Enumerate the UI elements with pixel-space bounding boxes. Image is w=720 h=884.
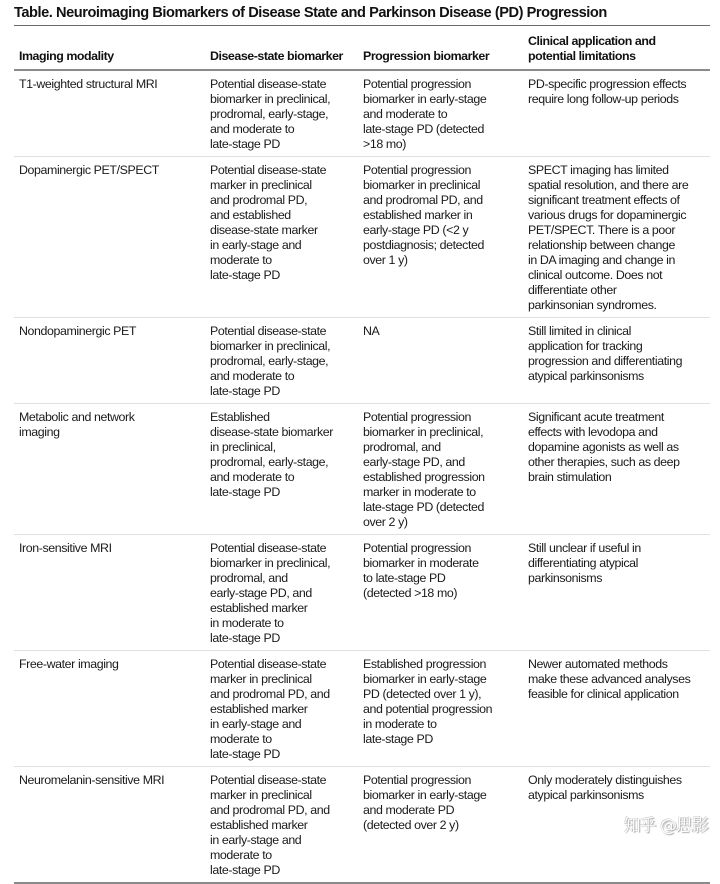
cell-clinical: Significant acute treatment effects with levodopa and dopamine agonists as well as other therapies, such as deep brain stimulation [523, 404, 710, 535]
table-body [14, 70, 710, 883]
cell-modality: Iron-sensitive MRI [14, 535, 205, 651]
cell-modality: Nondopaminergic PET [14, 318, 205, 404]
cell-modality: Free-water imaging [14, 651, 205, 767]
cell-progression: Established progression biomarker in early-stage PD (detected over 1 y), and potential progression in moderate to late-stage PD [358, 651, 523, 767]
cell-clinical: Still unclear if useful in differentiating atypical parkinsonisms [523, 535, 710, 651]
cell-disease-state: Potential disease-state biomarker in preclinical, prodromal, early-stage, and moderate to late-stage PD [205, 318, 358, 404]
table-row [14, 404, 710, 535]
header-progression-biomarker: Progression biomarker [358, 26, 523, 70]
cell-progression: Potential progression biomarker in early-stage and moderate PD (detected over 2 y) [358, 767, 523, 884]
cell-disease-state: Potential disease-state biomarker in preclinical, prodromal, early-stage, and moderate to late-stage PD [205, 70, 358, 157]
cell-clinical: SPECT imaging has limited spatial resolution, and there are significant treatment effects of various drugs for dopaminergic PET/SPECT. There is a poor relationship between change in DA imaging and change in clinical outcome. Does not differentiate other parkinsonian syndromes. [523, 157, 710, 318]
cell-clinical: Newer automated methods make these advanced analyses feasible for clinical application [523, 651, 710, 767]
cell-modality: T1-weighted structural MRI [14, 70, 205, 157]
cell-disease-state: Established disease-state biomarker in preclinical, prodromal, early-stage, and moderate to late-stage PD [205, 404, 358, 535]
header-clinical-application: Clinical application and potential limitations [523, 26, 710, 70]
cell-modality: Neuromelanin-sensitive MRI [14, 767, 205, 884]
cell-disease-state: Potential disease-state marker in preclinical and prodromal PD, and established disease-state marker in early-stage and moderate to late-stage PD [205, 157, 358, 318]
table-row [14, 535, 710, 651]
table-row [14, 651, 710, 767]
table-row [14, 318, 710, 404]
cell-modality: Dopaminergic PET/SPECT [14, 157, 205, 318]
biomarkers-table [14, 26, 710, 884]
cell-progression: Potential progression biomarker in early-stage and moderate to late-stage PD (detected >18 mo) [358, 70, 523, 157]
header-imaging-modality: Imaging modality [14, 26, 205, 70]
cell-clinical: Only moderately distinguishes atypical parkinsonisms [523, 767, 710, 884]
cell-progression: NA [358, 318, 523, 404]
table-header [14, 26, 710, 70]
table-title: Table. Neuroimaging Biomarkers of Disease State and Parkinson Disease (PD) Progression [14, 5, 607, 21]
cell-progression: Potential progression biomarker in moderate to late-stage PD (detected >18 mo) [358, 535, 523, 651]
watermark: 知乎 @思影 [623, 816, 708, 836]
table-row [14, 767, 710, 884]
cell-modality: Metabolic and network imaging [14, 404, 205, 535]
cell-clinical: Still limited in clinical application for tracking progression and differentiating atypical parkinsonisms [523, 318, 710, 404]
cell-progression: Potential progression biomarker in preclinical and prodromal PD, and established marker in early-stage PD (<2 y postdiagnosis; detected over 1 y) [358, 157, 523, 318]
header-disease-state-biomarker: Disease-state biomarker [205, 26, 358, 70]
cell-progression: Potential progression biomarker in preclinical, prodromal, and early-stage PD, and established progression marker in moderate to late-stage PD (detected over 2 y) [358, 404, 523, 535]
document-page [14, 0, 710, 884]
cell-disease-state: Potential disease-state marker in preclinical and prodromal PD, and established marker in early-stage and moderate to late-stage PD [205, 767, 358, 884]
header-row [14, 26, 710, 70]
cell-disease-state: Potential disease-state marker in preclinical and prodromal PD, and established marker in early-stage and moderate to late-stage PD [205, 651, 358, 767]
cell-disease-state: Potential disease-state biomarker in preclinical, prodromal, and early-stage PD, and established marker in moderate to late-stage PD [205, 535, 358, 651]
cell-clinical: PD-specific progression effects require long follow-up periods [523, 70, 710, 157]
table-row [14, 157, 710, 318]
table-row [14, 70, 710, 157]
